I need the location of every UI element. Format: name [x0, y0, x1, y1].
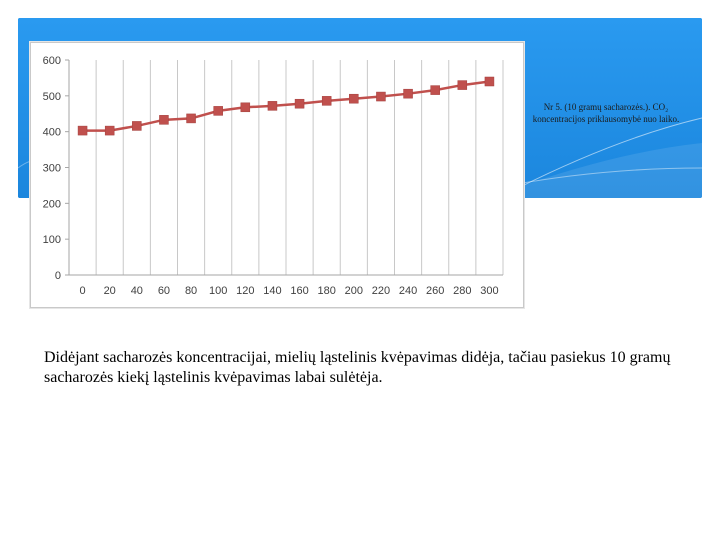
data-point-marker	[322, 96, 331, 105]
data-point-marker	[458, 81, 467, 90]
y-tick-label: 100	[42, 234, 61, 247]
data-point-marker	[295, 99, 304, 108]
data-point-marker	[485, 77, 494, 86]
x-tick-label: 60	[157, 285, 171, 297]
data-point-marker	[159, 115, 168, 124]
y-tick-label: 300	[42, 162, 61, 175]
chart-panel	[30, 42, 524, 308]
x-tick-label: 20	[103, 285, 116, 297]
data-point-marker	[268, 101, 277, 110]
data-point-marker	[78, 126, 87, 135]
x-tick-label: 100	[209, 285, 228, 297]
x-tick-label: 180	[317, 285, 336, 297]
data-point-marker	[431, 86, 440, 95]
data-point-marker	[376, 92, 385, 101]
x-tick-label: 260	[426, 285, 445, 297]
x-tick-label: 120	[236, 285, 255, 297]
y-tick-label: 0	[54, 270, 61, 282]
data-point-marker	[241, 103, 250, 112]
data-point-marker	[105, 126, 114, 135]
x-tick-label: 240	[398, 285, 418, 297]
y-tick-label: 200	[42, 198, 61, 211]
data-point-marker	[349, 94, 358, 103]
x-tick-label: 280	[453, 285, 472, 297]
data-point-marker	[132, 121, 141, 130]
line-chart	[31, 43, 523, 307]
x-tick-label: 200	[344, 285, 363, 297]
conclusion-text: Didėjant sacharozės koncentracijai, mielių ląstelinis kvėpavimas didėja, tačiau pasiekus 10 gramų sacharozės kiekį ląstelinis kvėpavimas labai sulėtėja.	[44, 349, 671, 386]
y-tick-label: 500	[42, 90, 61, 103]
y-tick-label: 400	[42, 126, 61, 139]
x-tick-label: 220	[371, 285, 391, 297]
data-point-marker	[214, 106, 223, 115]
x-tick-label: 300	[480, 285, 499, 297]
data-point-marker	[404, 89, 413, 98]
x-tick-label: 160	[290, 285, 309, 297]
data-point-marker	[187, 114, 196, 123]
x-tick-label: 140	[263, 285, 282, 297]
x-tick-label: 0	[79, 285, 86, 297]
x-tick-label: 40	[130, 285, 143, 297]
x-tick-label: 80	[184, 285, 198, 297]
y-tick-label: 600	[42, 55, 61, 67]
chart-caption: Nr 5. (10 gramų sacharozės.). CO₂ koncentracijos priklausomybė nuo laiko.	[532, 102, 680, 124]
